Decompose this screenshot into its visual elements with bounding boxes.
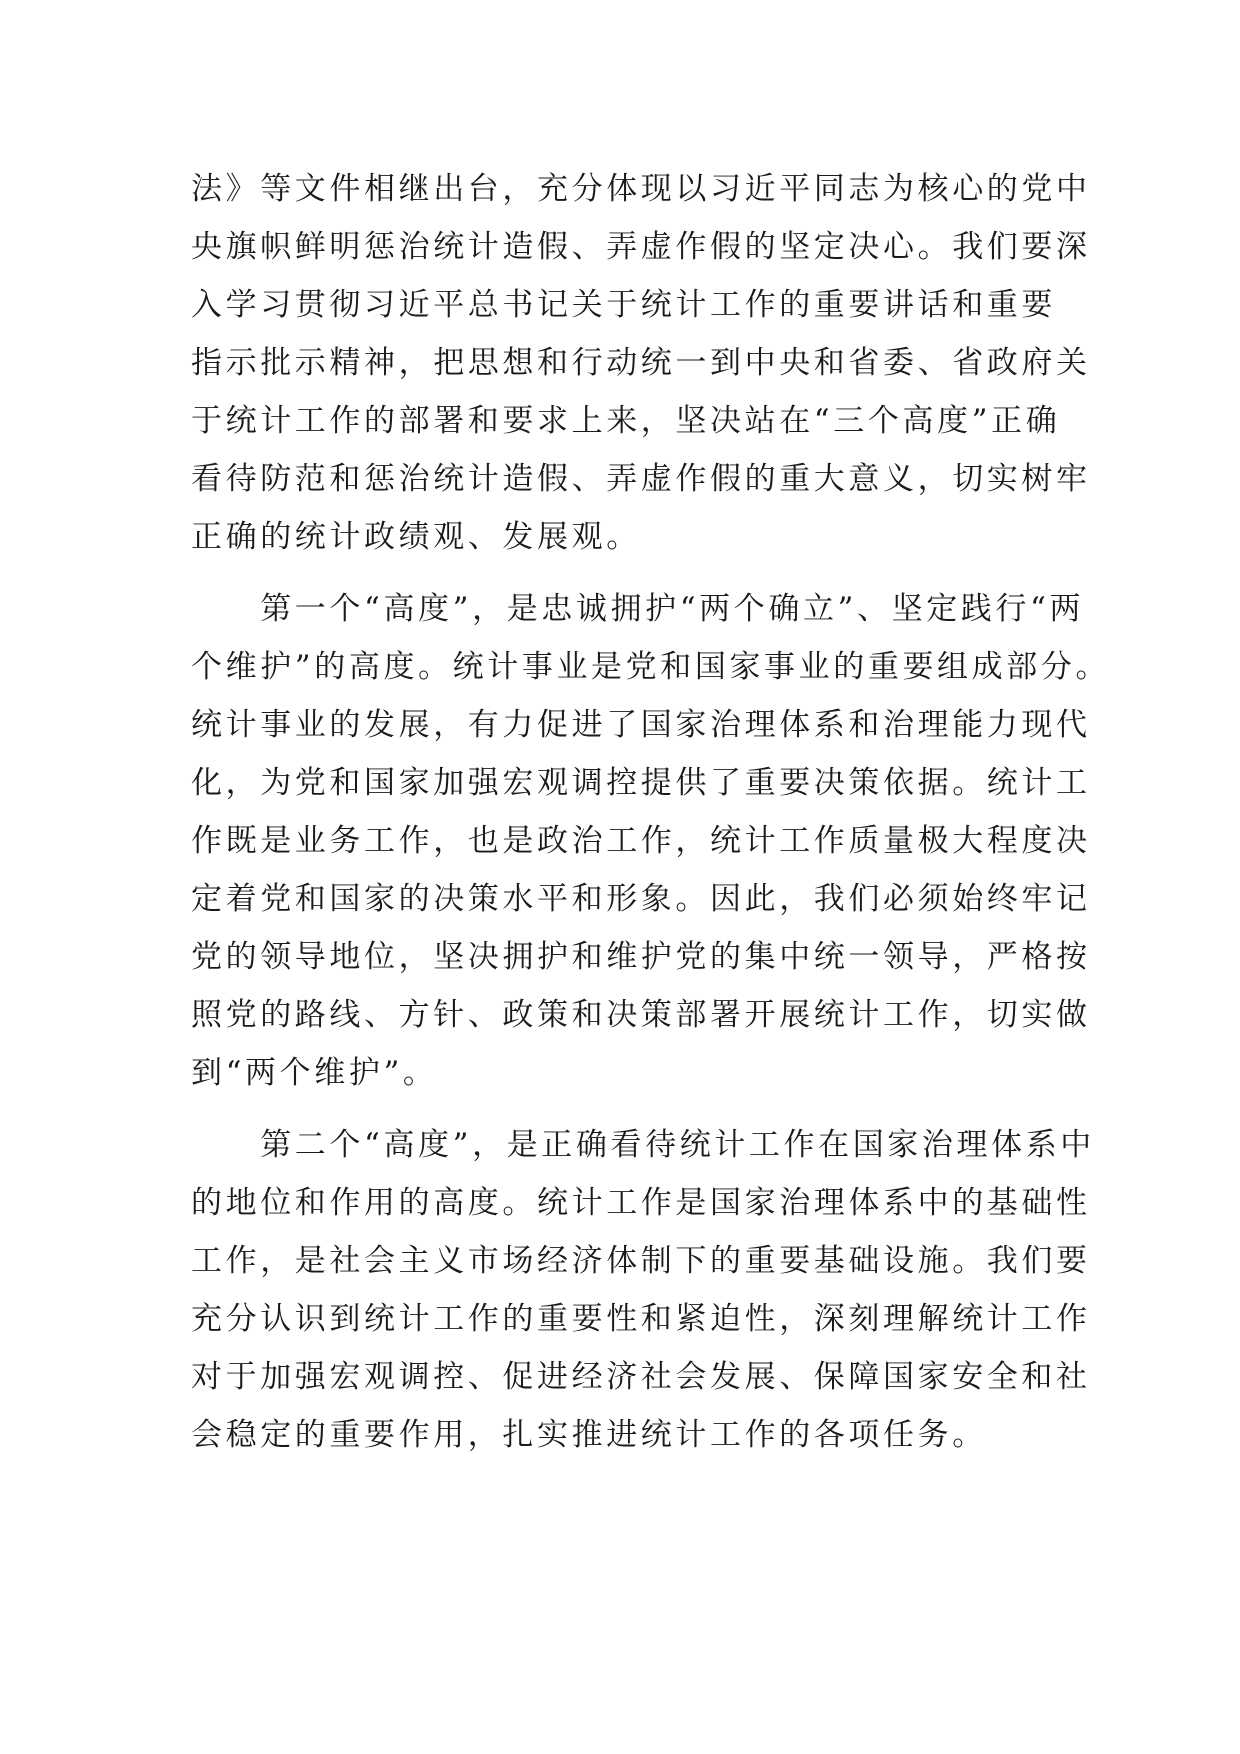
text-line: 党的领导地位，坚决拥护和维护党的集中统一领导，严格按 — [191, 939, 1091, 975]
text-line: 统计事业的发展，有力促进了国家治理体系和治理能力现代 — [191, 707, 1091, 743]
text-line: 个维护”的高度。统计事业是党和国家事业的重要组成部分。 — [191, 649, 1111, 685]
text-line: 的地位和作用的高度。统计工作是国家治理体系中的基础性 — [191, 1185, 1091, 1221]
text-line: 工作，是社会主义市场经济体制下的重要基础设施。我们要 — [191, 1243, 1091, 1279]
text-line: 作既是业务工作，也是政治工作，统计工作质量极大程度决 — [191, 823, 1091, 859]
text-line: 定着党和国家的决策水平和形象。因此，我们必须始终牢记 — [191, 881, 1091, 917]
text-line: 指示批示精神，把思想和行动统一到中央和省委、省政府关 — [191, 345, 1091, 381]
text-line: 照党的路线、方针、政策和决策部署开展统计工作，切实做 — [191, 997, 1091, 1033]
text-line: 到“两个维护”。 — [191, 1055, 438, 1091]
paragraph-2 — [191, 580, 1111, 1102]
paragraph-1 — [191, 160, 1091, 566]
text-line: 第一个“高度”，是忠诚拥护“两个确立”、坚定践行“两 — [191, 591, 1085, 627]
text-line: 央旗帜鲜明惩治统计造假、弄虚作假的坚定决心。我们要深 — [191, 229, 1091, 265]
document-body — [191, 160, 1111, 1464]
text-line: 充分认识到统计工作的重要性和紧迫性，深刻理解统计工作 — [191, 1301, 1091, 1337]
text-line: 会稳定的重要作用，扎实推进统计工作的各项任务。 — [191, 1417, 987, 1453]
paragraph-3 — [191, 1116, 1095, 1464]
text-line: 对于加强宏观调控、促进经济社会发展、保障国家安全和社 — [191, 1359, 1091, 1395]
text-line: 入学习贯彻习近平总书记关于统计工作的重要讲话和重要 — [191, 287, 1056, 323]
text-line: 法》等文件相继出台，充分体现以习近平同志为核心的党中 — [191, 171, 1091, 207]
text-line: 第二个“高度”，是正确看待统计工作在国家治理体系中 — [191, 1127, 1095, 1163]
text-line: 正确的统计政绩观、发展观。 — [191, 519, 641, 555]
text-line: 于统计工作的部署和要求上来，坚决站在“三个高度”正确 — [191, 403, 1061, 439]
text-line: 化，为党和国家加强宏观调控提供了重要决策依据。统计工 — [191, 765, 1091, 801]
text-line: 看待防范和惩治统计造假、弄虚作假的重大意义，切实树牢 — [191, 461, 1091, 497]
